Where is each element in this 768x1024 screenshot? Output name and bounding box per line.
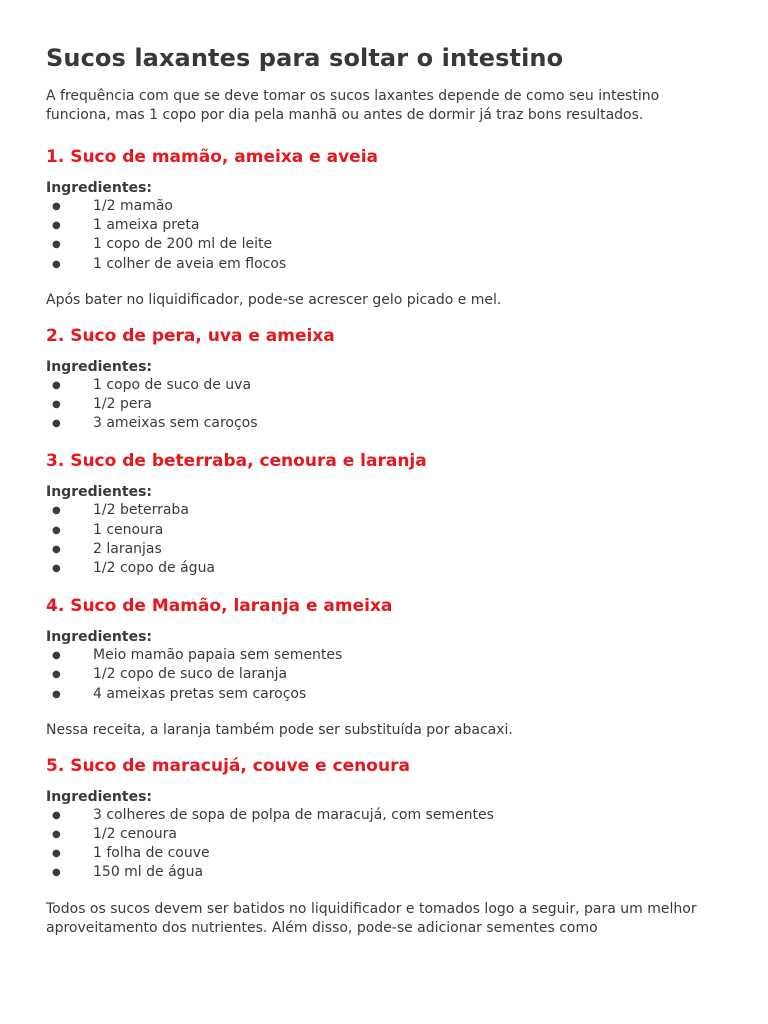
list-item: ● 1/2 cenoura bbox=[46, 825, 726, 844]
recipe-title: 2. Suco de pera, uva e ameixa bbox=[46, 325, 335, 346]
bullet-icon: ● bbox=[52, 399, 61, 411]
list-item: ● 1/2 copo de água bbox=[46, 559, 726, 578]
recipe-4 bbox=[46, 594, 726, 740]
list-item: ● 2 laranjas bbox=[46, 540, 726, 559]
bullet-icon: ● bbox=[52, 650, 61, 662]
list-item: ● 1 ameixa preta bbox=[46, 216, 726, 235]
list-item: ● 1 colher de aveia em flocos bbox=[46, 255, 726, 274]
recipe-note: Nessa receita, a laranja também pode ser substituída por abacaxi. bbox=[46, 721, 513, 738]
recipe-note: Todos os sucos devem ser batidos no liquidificador e tomados logo a seguir, para um melhor aproveitamento dos nutrientes. Além disso, pode-se adicionar sementes como bbox=[46, 900, 697, 936]
ingredients-label: Ingredientes: bbox=[46, 629, 152, 646]
ingredients-list bbox=[46, 197, 726, 274]
bullet-icon: ● bbox=[52, 563, 61, 575]
ingredients-label: Ingredientes: bbox=[46, 180, 152, 196]
ingredients-list bbox=[46, 646, 726, 704]
ingredients-list bbox=[46, 501, 726, 578]
recipe-1 bbox=[46, 145, 726, 310]
recipe-note: Após bater no liquidificador, pode-se acrescer gelo picado e mel. bbox=[46, 291, 502, 308]
article bbox=[46, 40, 726, 938]
recipe-title: 3. Suco de beterraba, cenoura e laranja bbox=[46, 451, 427, 472]
bullet-icon: ● bbox=[52, 848, 61, 860]
page-title: Sucos laxantes para soltar o intestino bbox=[46, 44, 564, 72]
bullet-icon: ● bbox=[52, 379, 61, 391]
bullet-icon: ● bbox=[52, 239, 61, 251]
ingredients-label: Ingredientes: bbox=[46, 788, 152, 805]
bullet-icon: ● bbox=[52, 809, 61, 821]
recipe-3 bbox=[46, 449, 726, 578]
list-item: ● 1/2 copo de suco de laranja bbox=[46, 665, 726, 684]
bullet-icon: ● bbox=[52, 688, 61, 700]
list-item: ● 3 ameixas sem caroços bbox=[46, 414, 726, 433]
ingredients-label: Ingredientes: bbox=[46, 358, 152, 375]
list-item: ● 3 colheres de sopa de polpa de maracujá, com sementes bbox=[46, 806, 726, 825]
recipe-5 bbox=[46, 754, 726, 938]
bullet-icon: ● bbox=[52, 669, 61, 681]
list-item: ● 1/2 mamão bbox=[46, 197, 726, 216]
recipe-2 bbox=[46, 324, 726, 434]
recipe-title: 4. Suco de Mamão, laranja e ameixa bbox=[46, 596, 393, 617]
list-item: ● 1/2 beterraba bbox=[46, 501, 726, 520]
bullet-icon: ● bbox=[52, 201, 61, 212]
intro-paragraph: A frequência com que se deve tomar os sucos laxantes depende de como seu intestino funciona, mas 1 copo por dia pela manhã ou antes de dormir já traz bons resultados. bbox=[46, 88, 660, 123]
list-item: ● 1/2 pera bbox=[46, 395, 726, 414]
list-item: ● 1 cenoura bbox=[46, 521, 726, 540]
bullet-icon: ● bbox=[52, 505, 61, 517]
bullet-icon: ● bbox=[52, 418, 61, 430]
list-item: ● 4 ameixas pretas sem caroços bbox=[46, 685, 726, 704]
list-item: ● 1 copo de 200 ml de leite bbox=[46, 235, 726, 254]
list-item: ● 150 ml de água bbox=[46, 863, 726, 882]
list-item: ● 1 folha de couve bbox=[46, 844, 726, 863]
list-item: ● 1 copo de suco de uva bbox=[46, 376, 726, 395]
bullet-icon: ● bbox=[52, 543, 61, 555]
bullet-icon: ● bbox=[52, 258, 61, 270]
ingredients-label: Ingredientes: bbox=[46, 484, 152, 501]
ingredients-list bbox=[46, 806, 726, 883]
bullet-icon: ● bbox=[52, 220, 61, 232]
recipe-title: 5. Suco de maracujá, couve e cenoura bbox=[46, 755, 410, 776]
bullet-icon: ● bbox=[52, 867, 61, 879]
ingredients-list bbox=[46, 376, 726, 434]
bullet-icon: ● bbox=[52, 829, 61, 841]
list-item: ● Meio mamão papaia sem sementes bbox=[46, 646, 726, 665]
bullet-icon: ● bbox=[52, 524, 61, 536]
recipe-title: 1. Suco de mamão, ameixa e aveia bbox=[46, 147, 378, 167]
